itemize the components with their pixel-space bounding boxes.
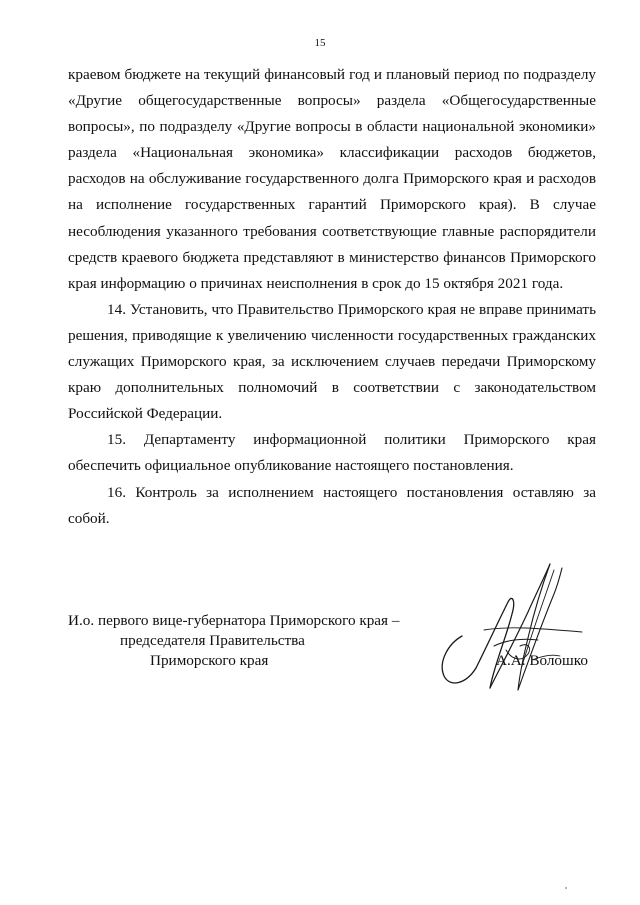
document-body (68, 62, 596, 532)
handwritten-signature (432, 550, 602, 710)
signatory-title (68, 611, 428, 671)
page-number: 15 (314, 37, 326, 49)
paragraph-15: 15. Департаменту информационной политики Приморского края обеспечить официальное опубликование настоящего постановления. (68, 431, 596, 475)
paragraph-16: 16. Контроль за исполнением настоящего постановления оставляю за собой. (68, 483, 596, 527)
signatory-title-line-2: председателя Правительства (120, 632, 305, 649)
signatory-title-line-3: Приморского края (150, 652, 269, 669)
paragraph-14: 14. Установить, что Правительство Приморского края не вправе принимать решения, приводящие к увеличению численности государственных гражданских служащих Приморского края, за исключением случаев передачи Приморскому краю дополнительных полномочий в соответствии с законодательством Российской Федерации. (68, 300, 596, 423)
signatory-name: А.А. Волошко (496, 652, 588, 669)
paragraph-continuation: краевом бюджете на текущий финансовый год и плановый период по подразделу «Другие общегосударственные вопросы» раздела «Общегосударственные вопросы», по подразделу «Другие вопросы в области национальной экономики» раздела «Национальная экономика» классификации расходов бюджетов, расходов на обслуживание государственного долга Приморского края и расходов на исполнение государственных гарантий Приморского края). В случае несоблюдения указанного требования соответствующие главные распорядители средств краевого бюджета представляют в министерство финансов Приморского края информацию о причинах неисполнения в срок до 15 октября 2021 года. (68, 66, 596, 292)
scan-speck (565, 887, 567, 889)
signatory-title-line-1: И.о. первого вице-губернатора Приморского края – (68, 612, 400, 629)
